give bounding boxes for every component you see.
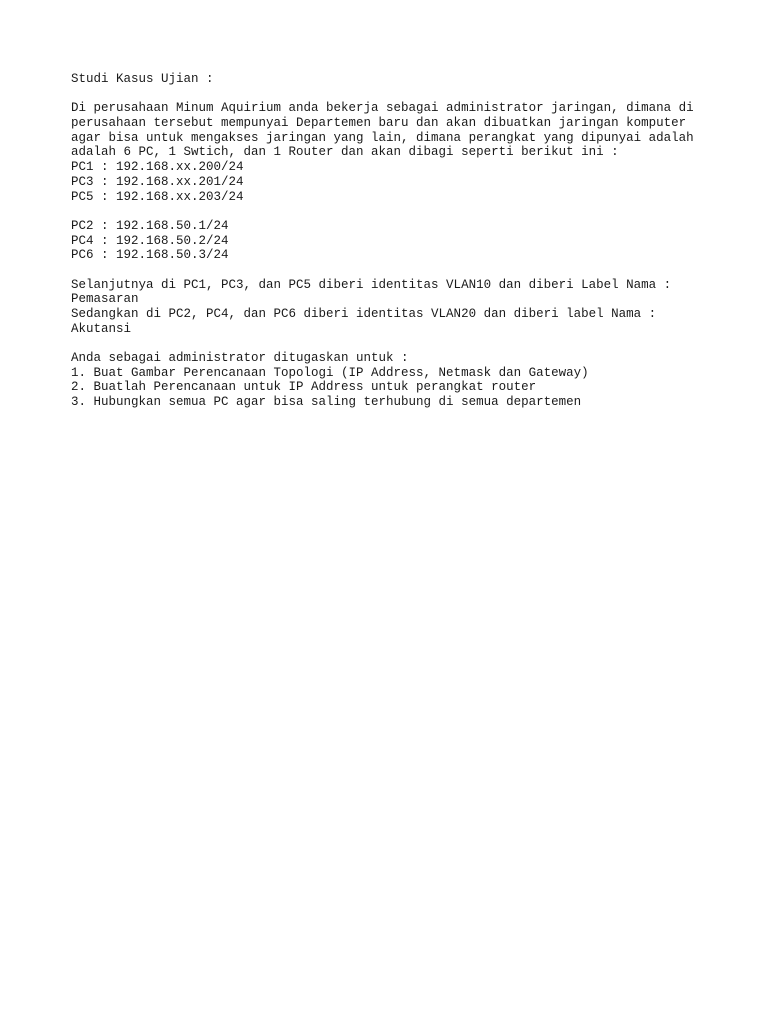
intro-line: agar bisa untuk mengakses jaringan yang lain, dimana perangkat yang dipunyai adalah [71, 130, 694, 145]
task-item: 2. Buatlah Perencanaan untuk IP Address untuk perangkat router [71, 380, 537, 395]
task-item: 1. Buat Gambar Perencanaan Topologi (IP Address, Netmask dan Gateway) [71, 365, 589, 380]
ip-entry-pc3: PC3 : 192.168.xx.201/24 [71, 174, 244, 189]
vlan10-description: Selanjutnya di PC1, PC3, dan PC5 diberi identitas VLAN10 dan diberi Label Nama : [71, 277, 672, 292]
paragraph-gap [71, 336, 731, 351]
task-item: 3. Hubungkan semua PC agar bisa saling terhubung di semua departemen [71, 395, 582, 410]
ip-entry-pc2: PC2 : 192.168.50.1/24 [71, 218, 229, 233]
intro-line: perusahaan tersebut mempunyai Departemen baru dan akan dibuatkan jaringan komputer [71, 116, 687, 131]
document-body [71, 72, 731, 410]
intro-line: Di perusahaan Minum Aquirium anda bekerja sebagai administrator jaringan, dimana di [71, 101, 694, 116]
ip-entry-pc5: PC5 : 192.168.xx.203/24 [71, 189, 244, 204]
vlan20-label: Akutansi [71, 321, 132, 336]
paragraph-gap [71, 204, 731, 219]
tasks-intro: Anda sebagai administrator ditugaskan untuk : [71, 351, 409, 366]
ip-entry-pc6: PC6 : 192.168.50.3/24 [71, 248, 229, 263]
vlan20-description: Sedangkan di PC2, PC4, dan PC6 diberi identitas VLAN20 dan diberi label Nama : [71, 307, 657, 321]
ip-entry-pc1: PC1 : 192.168.xx.200/24 [71, 160, 244, 175]
paragraph-gap [71, 263, 731, 278]
ip-entry-pc4: PC4 : 192.168.50.2/24 [71, 233, 229, 248]
document-title: Studi Kasus Ujian : [71, 72, 214, 86]
paragraph-gap [71, 87, 731, 102]
vlan10-label: Pemasaran [71, 292, 139, 307]
intro-line: adalah 6 PC, 1 Swtich, dan 1 Router dan akan dibagi seperti berikut ini : [71, 145, 619, 160]
